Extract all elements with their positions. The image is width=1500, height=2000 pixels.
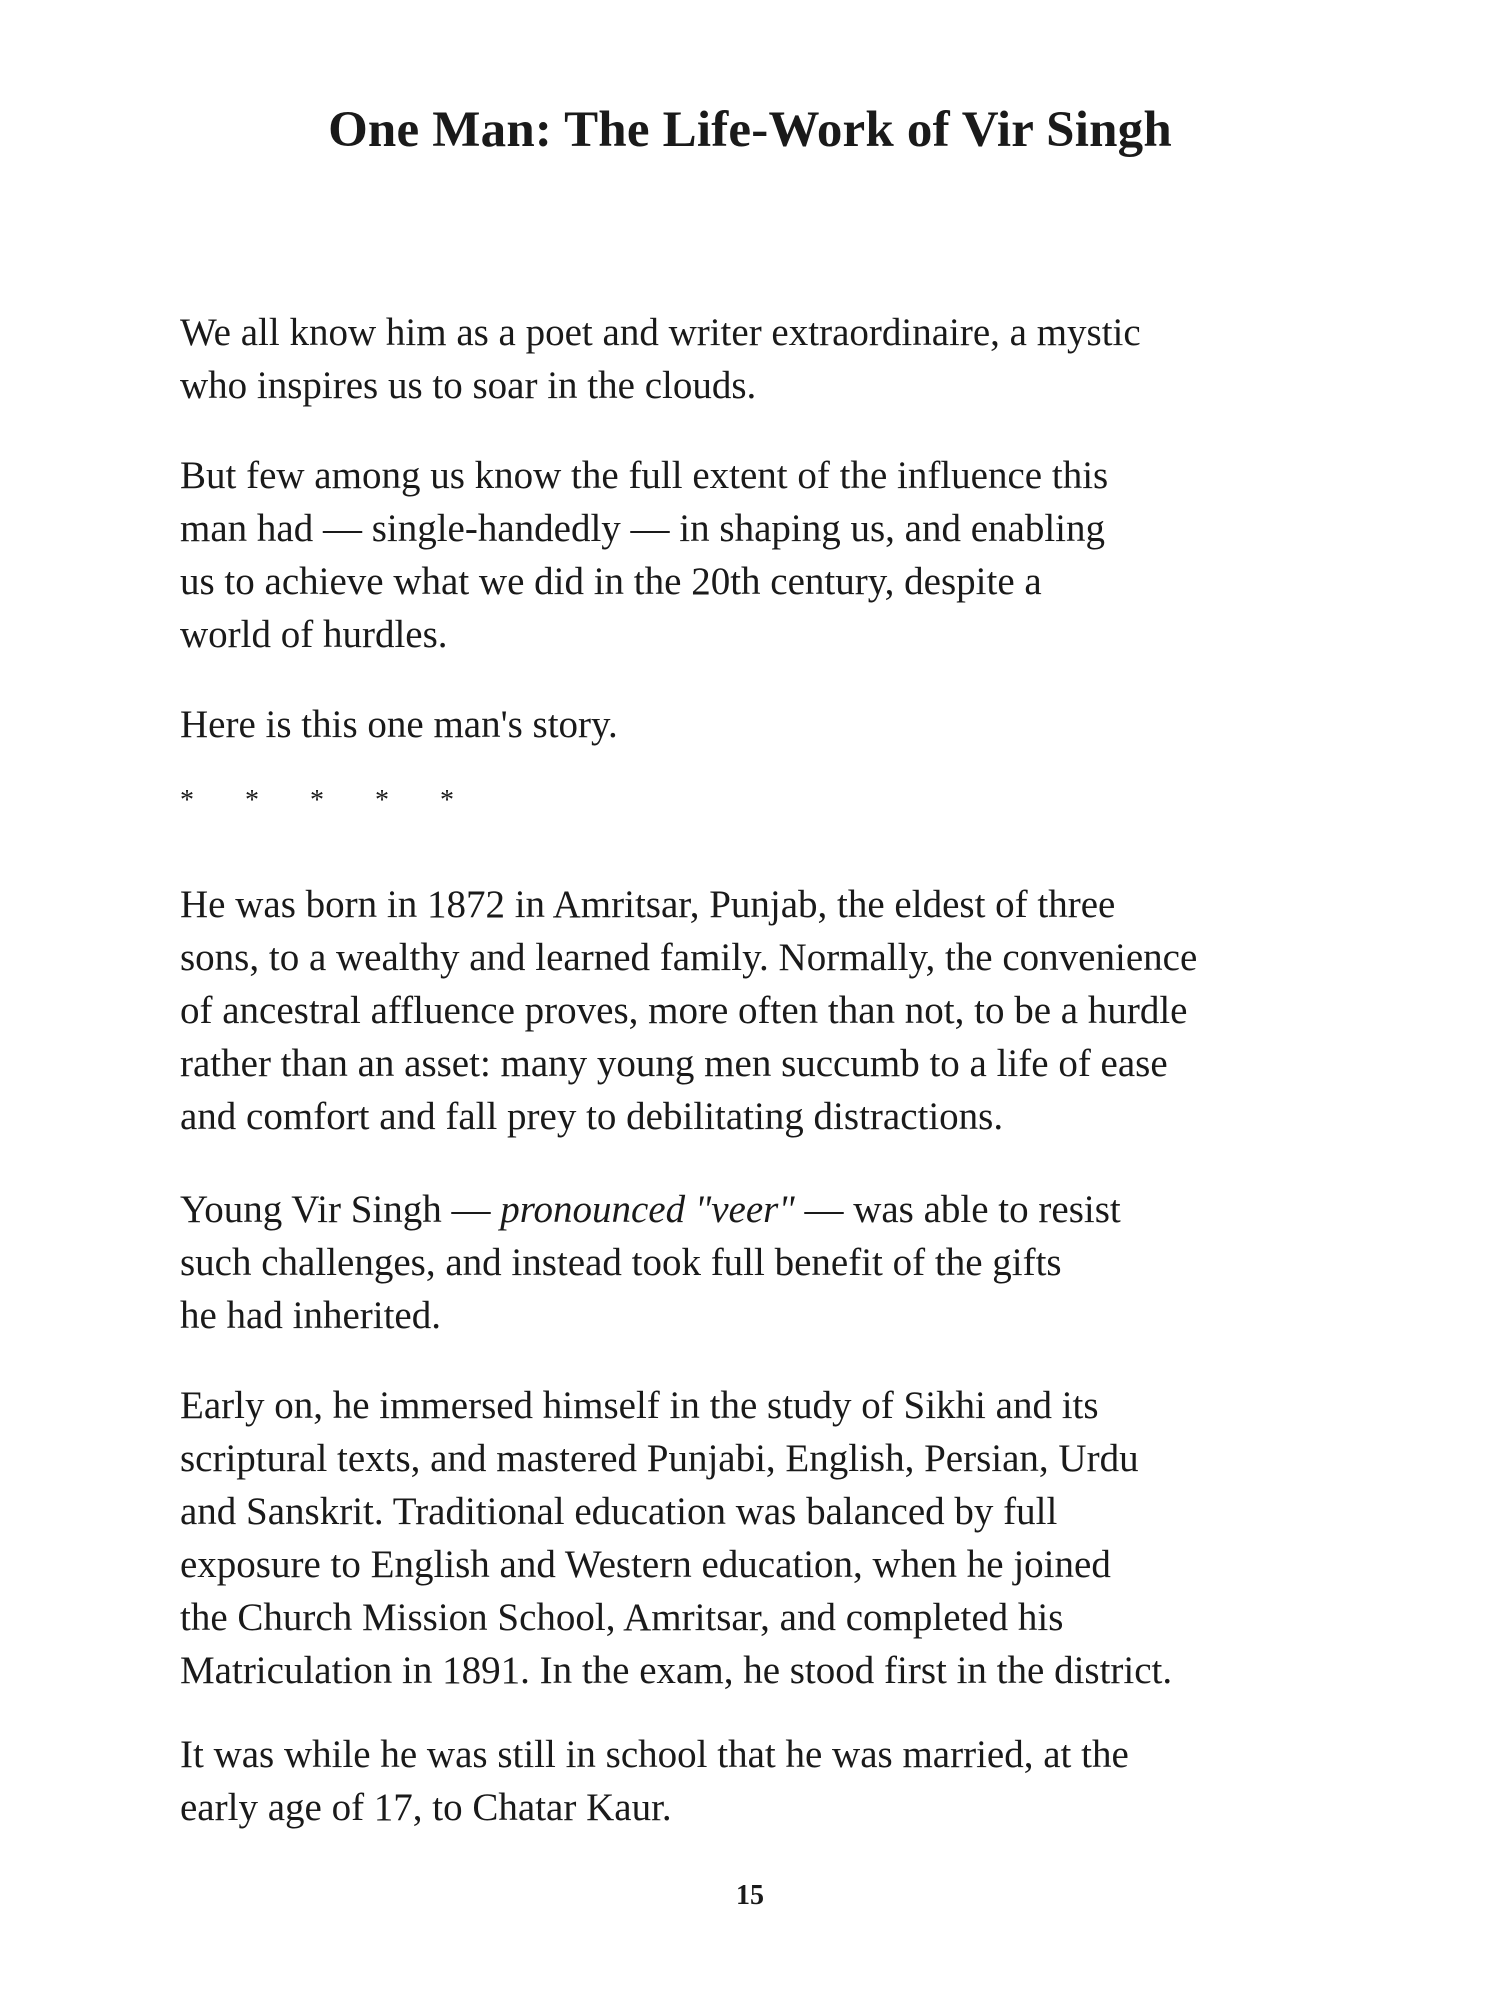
text-line: He was born in 1872 in Amritsar, Punjab, the eldest of three	[180, 883, 1116, 926]
text-line: rather than an asset: many young men succumb to a life of ease	[180, 1042, 1168, 1085]
text-line: exposure to English and Western education, when he joined	[180, 1543, 1111, 1586]
text-line: Here is this one man's story.	[180, 703, 618, 746]
text-line: Early on, he immersed himself in the study of Sikhi and its	[180, 1384, 1099, 1427]
text-line: We all know him as a poet and writer extraordinaire, a mystic	[180, 311, 1141, 354]
text-line: he had inherited.	[180, 1294, 441, 1337]
page-number: 15	[736, 1880, 764, 1911]
text-line	[180, 1183, 1360, 1236]
text-line: and comfort and fall prey to debilitating distractions.	[180, 1095, 1004, 1138]
text-line: man had — single-handedly — in shaping us, and enabling	[180, 507, 1105, 550]
text-line: But few among us know the full extent of the influence this	[180, 454, 1109, 497]
chapter-title: One Man: The Life-Work of Vir Singh	[328, 102, 1172, 158]
paragraph-birth	[180, 878, 1360, 1143]
text-line: the Church Mission School, Amritsar, and completed his	[180, 1596, 1064, 1639]
paragraph-marriage	[180, 1728, 1360, 1834]
text-line: such challenges, and instead took full benefit of the gifts	[180, 1241, 1062, 1284]
text-line: Matriculation in 1891. In the exam, he stood first in the district.	[180, 1649, 1173, 1692]
section-separator: * * * * *	[180, 785, 476, 816]
text-segment: Young Vir Singh —	[180, 1188, 501, 1231]
text-segment: — was able to resist	[794, 1188, 1121, 1231]
text-line: of ancestral affluence proves, more often than not, to be a hurdle	[180, 989, 1188, 1032]
paragraph-influence	[180, 449, 1360, 661]
text-line: us to achieve what we did in the 20th century, despite a	[180, 560, 1042, 603]
paragraph-story-intro	[180, 698, 1360, 751]
paragraph-young-vir-singh	[180, 1183, 1360, 1342]
pronunciation-note: pronounced "veer"	[500, 1188, 795, 1231]
paragraph-education	[180, 1379, 1360, 1697]
text-line: scriptural texts, and mastered Punjabi, English, Persian, Urdu	[180, 1437, 1139, 1480]
text-line: world of hurdles.	[180, 613, 448, 656]
paragraph-intro	[180, 306, 1360, 412]
text-line: who inspires us to soar in the clouds.	[180, 364, 757, 407]
text-line: It was while he was still in school that he was married, at the	[180, 1733, 1129, 1776]
text-line: sons, to a wealthy and learned family. Normally, the convenience	[180, 936, 1198, 979]
text-line: early age of 17, to Chatar Kaur.	[180, 1786, 672, 1829]
text-line: and Sanskrit. Traditional education was balanced by full	[180, 1490, 1058, 1533]
